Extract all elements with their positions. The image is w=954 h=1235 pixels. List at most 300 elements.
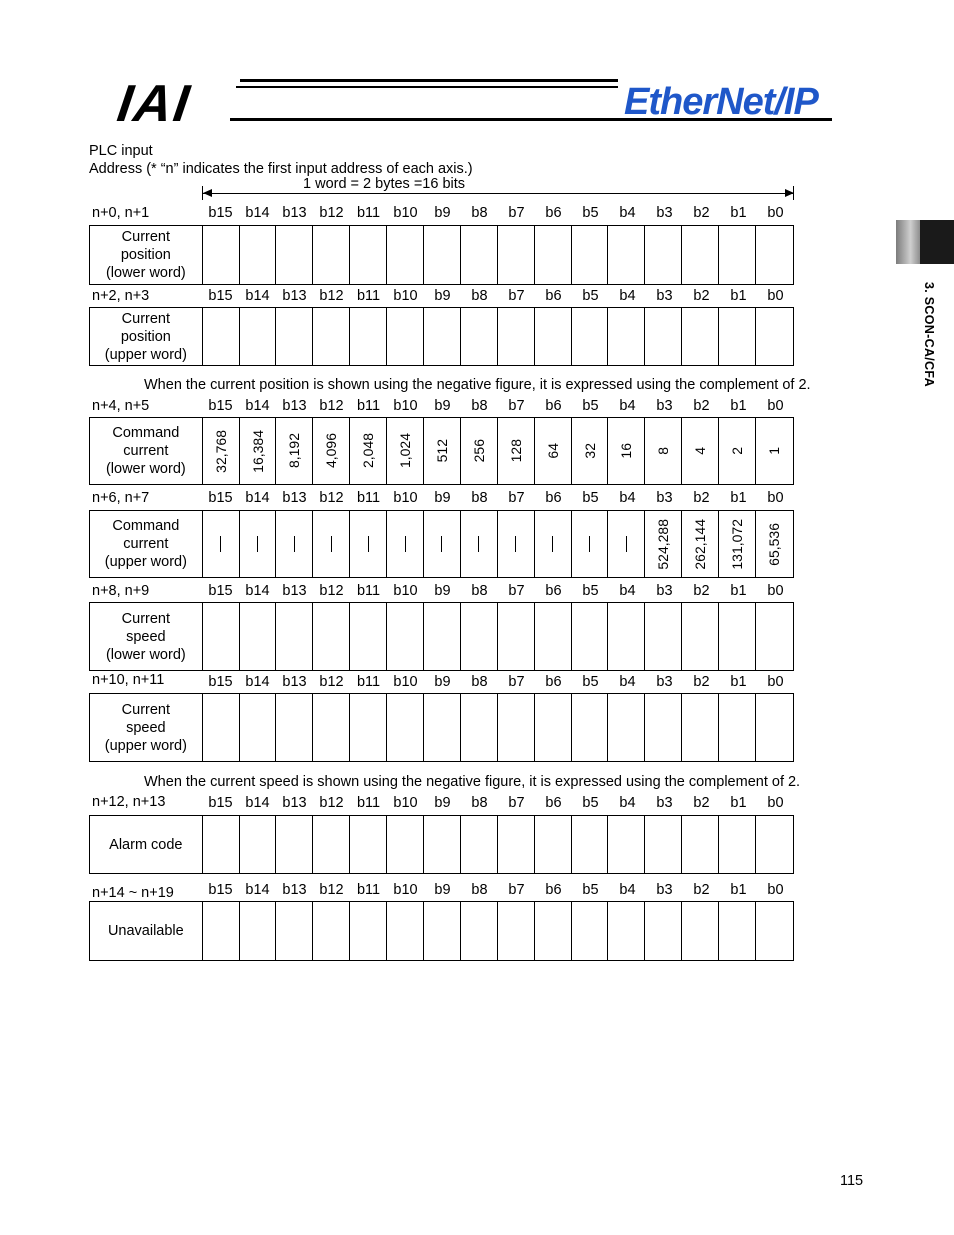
bit-label: b1 (730, 795, 747, 811)
bit-label: b12 (319, 882, 344, 898)
bit-label: b11 (356, 205, 381, 221)
bit-label: b1 (730, 490, 747, 506)
bit-label: b9 (434, 674, 451, 690)
unused-bit-mark (589, 536, 590, 552)
register-row (89, 693, 794, 762)
bit-weight: 128 (507, 439, 524, 463)
bit-cell (461, 511, 498, 577)
bit-label: b1 (730, 205, 747, 221)
bit-cell (535, 511, 572, 577)
bit-cell (572, 418, 609, 484)
bit-label: b15 (208, 398, 233, 414)
bit-cell (424, 902, 461, 960)
bit-cell (572, 694, 609, 761)
bit-cell (682, 418, 719, 484)
bit-label: b14 (245, 882, 270, 898)
bit-weight: 256 (470, 439, 487, 463)
bit-cell (313, 694, 350, 761)
bit-label: b14 (245, 583, 270, 599)
bit-cell (572, 603, 609, 670)
bit-weight: 32,768 (212, 429, 229, 473)
bit-cell (498, 603, 535, 670)
bit-weight: 65,536 (766, 522, 783, 566)
bit-label: b5 (582, 882, 599, 898)
bit-cell (350, 308, 387, 365)
bit-weight: 4 (692, 447, 709, 455)
bit-cell (461, 308, 498, 365)
bit-cell (387, 694, 424, 761)
bit-label: b9 (434, 398, 451, 414)
bit-cell (572, 902, 609, 960)
bit-weight: 8 (655, 447, 672, 455)
bit-cell (645, 816, 682, 873)
bit-cell (387, 816, 424, 873)
bit-weight: 512 (433, 439, 450, 463)
bit-label-row (202, 205, 794, 221)
bit-cell (276, 226, 313, 284)
bit-cell (313, 308, 350, 365)
bit-label-row (202, 398, 794, 414)
bit-label: b15 (208, 674, 233, 690)
bit-label: b3 (656, 205, 673, 221)
bit-weight: 16,384 (249, 429, 266, 473)
bit-label: b15 (208, 205, 233, 221)
bit-cell (313, 418, 350, 484)
bit-cell (608, 226, 645, 284)
register-row (89, 307, 794, 366)
bit-cell (756, 308, 793, 365)
bit-cell (240, 511, 277, 577)
bit-label: b0 (767, 205, 784, 221)
bit-label: b3 (656, 583, 673, 599)
register-row (89, 602, 794, 671)
bit-label: b12 (319, 583, 344, 599)
bit-cell (756, 694, 793, 761)
bit-cell (240, 308, 277, 365)
bit-label: b10 (393, 674, 418, 690)
bit-label: b11 (356, 674, 381, 690)
bit-cell (756, 816, 793, 873)
bit-cell (756, 603, 793, 670)
bit-label: b7 (508, 398, 525, 414)
bit-label: b11 (356, 882, 381, 898)
bit-label: b13 (282, 205, 307, 221)
bit-cell (240, 603, 277, 670)
bit-label: b6 (545, 288, 562, 304)
bit-cell (203, 603, 240, 670)
bit-label: b12 (319, 205, 344, 221)
bit-label: b8 (471, 583, 488, 599)
bit-label: b7 (508, 205, 525, 221)
bit-cell (203, 816, 240, 873)
bit-label: b7 (508, 490, 525, 506)
unused-bit-mark (257, 536, 258, 552)
register-address: n+8, n+9 (92, 583, 150, 599)
bit-label-row (202, 795, 794, 811)
bit-label: b3 (656, 795, 673, 811)
bit-label: b8 (471, 490, 488, 506)
bit-cell (535, 226, 572, 284)
bit-cell (424, 603, 461, 670)
bit-cell (240, 418, 277, 484)
bit-cell (498, 226, 535, 284)
bit-label: b15 (208, 490, 233, 506)
bit-cell (682, 816, 719, 873)
register-name: Command current (upper word) (90, 511, 203, 577)
bit-label: b14 (245, 205, 270, 221)
bit-cell (682, 308, 719, 365)
bit-cell (756, 511, 793, 577)
bit-cell (682, 511, 719, 577)
bit-cell (461, 816, 498, 873)
bit-label: b8 (471, 795, 488, 811)
bit-cell (608, 694, 645, 761)
bit-cell (719, 226, 756, 284)
register-name: Current speed (upper word) (90, 694, 203, 761)
bit-cell (424, 418, 461, 484)
bit-label: b14 (245, 795, 270, 811)
bit-label: b13 (282, 795, 307, 811)
bit-cell (313, 226, 350, 284)
bit-cell (645, 694, 682, 761)
register-name: Current position (lower word) (90, 226, 203, 284)
bit-cell (645, 418, 682, 484)
bit-label: b10 (393, 205, 418, 221)
bit-label: b7 (508, 795, 525, 811)
bit-label: b14 (245, 288, 270, 304)
bit-label: b4 (619, 205, 636, 221)
bit-cell (535, 603, 572, 670)
bit-cell (645, 308, 682, 365)
section-title: PLC input (89, 143, 153, 159)
bit-cell (350, 511, 387, 577)
bit-label: b12 (319, 674, 344, 690)
bit-cell (387, 603, 424, 670)
bit-cell (276, 511, 313, 577)
register-address: n+6, n+7 (92, 490, 150, 506)
bit-cell (350, 902, 387, 960)
bit-label: b3 (656, 490, 673, 506)
register-row (89, 815, 794, 874)
bit-label: b7 (508, 583, 525, 599)
side-tab-shade (896, 220, 920, 264)
bit-label: b4 (619, 288, 636, 304)
bit-cell (572, 511, 609, 577)
word-span-label: 1 word = 2 bytes =16 bits (303, 176, 466, 192)
bit-label: b2 (693, 583, 710, 599)
register-name: Command current (lower word) (90, 418, 203, 484)
bit-weight: 32 (581, 443, 598, 459)
bit-label: b13 (282, 288, 307, 304)
bit-label: b9 (434, 205, 451, 221)
bit-label: b12 (319, 490, 344, 506)
bit-cell (424, 226, 461, 284)
bit-label: b4 (619, 398, 636, 414)
bit-cell (645, 902, 682, 960)
bit-label: b6 (545, 882, 562, 898)
bit-label: b9 (434, 882, 451, 898)
register-row (89, 417, 794, 485)
bit-label: b2 (693, 882, 710, 898)
bit-cell (350, 816, 387, 873)
unused-bit-mark (294, 536, 295, 552)
bit-cell (424, 511, 461, 577)
bit-label: b10 (393, 882, 418, 898)
bit-cell (424, 694, 461, 761)
bit-cell (240, 226, 277, 284)
bit-cell (682, 694, 719, 761)
bit-label: b14 (245, 490, 270, 506)
bit-label: b7 (508, 288, 525, 304)
bit-cell (572, 308, 609, 365)
iai-logo: IAI (113, 75, 195, 133)
bit-weight: 131,072 (729, 518, 746, 570)
bit-label-row (202, 288, 794, 304)
bit-label: b10 (393, 288, 418, 304)
position-note: When the current position is shown using the negative figure, it is expressed using the complement of 2. (144, 377, 811, 393)
bit-cell (387, 226, 424, 284)
bit-cell (719, 902, 756, 960)
bit-cell (350, 603, 387, 670)
bit-weight: 16 (618, 443, 635, 459)
bit-label: b1 (730, 882, 747, 898)
side-tab-label: 3. SCON-CA/CFA (922, 282, 936, 387)
bit-label-row (202, 583, 794, 599)
bit-label: b5 (582, 398, 599, 414)
bit-cell (498, 694, 535, 761)
bit-cell (276, 694, 313, 761)
unused-bit-mark (220, 536, 221, 552)
bit-label: b12 (319, 288, 344, 304)
bit-label: b5 (582, 674, 599, 690)
bit-label-row (202, 882, 794, 898)
bit-cell (608, 902, 645, 960)
unused-bit-mark (405, 536, 406, 552)
bit-cell (240, 816, 277, 873)
bit-label: b14 (245, 674, 270, 690)
bit-cell (203, 308, 240, 365)
bit-label: b14 (245, 398, 270, 414)
bit-label: b2 (693, 288, 710, 304)
bit-cell (387, 308, 424, 365)
bit-label: b3 (656, 882, 673, 898)
arrow-right-icon (785, 189, 794, 197)
bit-label: b0 (767, 795, 784, 811)
bit-cell (203, 902, 240, 960)
bit-label: b5 (582, 795, 599, 811)
speed-note: When the current speed is shown using the negative figure, it is expressed using the complement of 2. (144, 774, 801, 790)
arrow-left-icon (203, 189, 212, 197)
bit-label: b13 (282, 583, 307, 599)
register-address: n+0, n+1 (92, 205, 150, 221)
bit-cell (276, 816, 313, 873)
bit-label: b3 (656, 674, 673, 690)
bit-weight: 1,024 (397, 433, 414, 469)
bit-label-row (202, 674, 794, 690)
bit-weight: 2 (729, 447, 746, 455)
bit-label: b10 (393, 490, 418, 506)
bit-cell (313, 902, 350, 960)
bit-label: b10 (393, 398, 418, 414)
bit-label: b15 (208, 288, 233, 304)
bit-label: b9 (434, 288, 451, 304)
bit-label: b1 (730, 583, 747, 599)
bit-cell (719, 308, 756, 365)
bit-cell (276, 418, 313, 484)
bit-cell (719, 816, 756, 873)
bit-cell (756, 226, 793, 284)
bit-weight: 64 (544, 443, 561, 459)
bit-cell (572, 816, 609, 873)
unused-bit-mark (515, 536, 516, 552)
bit-label: b2 (693, 205, 710, 221)
bit-label: b15 (208, 795, 233, 811)
page-number: 115 (840, 1173, 864, 1189)
bit-label: b9 (434, 583, 451, 599)
bit-weight: 262,144 (692, 518, 709, 570)
register-row (89, 225, 794, 285)
bit-cell (498, 816, 535, 873)
bit-cell (203, 418, 240, 484)
bit-weight: 8,192 (286, 433, 303, 469)
bit-cell (276, 902, 313, 960)
bit-label: b12 (319, 398, 344, 414)
bit-cell (719, 694, 756, 761)
bit-cell (276, 308, 313, 365)
bit-label: b1 (730, 288, 747, 304)
bit-cell (535, 308, 572, 365)
bit-label: b11 (356, 583, 381, 599)
bit-weight: 2,048 (360, 433, 377, 469)
bit-cell (203, 694, 240, 761)
bit-label: b0 (767, 288, 784, 304)
unused-bit-mark (441, 536, 442, 552)
bit-cell (719, 511, 756, 577)
bit-label: b0 (767, 674, 784, 690)
bit-cell (203, 511, 240, 577)
bit-cell (350, 226, 387, 284)
bit-cell (682, 226, 719, 284)
bit-cell (608, 816, 645, 873)
header-rule-top (240, 79, 618, 82)
bit-label: b11 (356, 490, 381, 506)
bit-cell (756, 902, 793, 960)
bit-cell (645, 511, 682, 577)
bit-label: b15 (208, 583, 233, 599)
bit-cell (572, 226, 609, 284)
bit-weight: 1 (766, 447, 783, 455)
bit-cell (387, 418, 424, 484)
bit-label: b5 (582, 490, 599, 506)
bit-label: b10 (393, 583, 418, 599)
bit-label: b2 (693, 674, 710, 690)
bit-label: b9 (434, 795, 451, 811)
bit-label: b0 (767, 583, 784, 599)
bit-label: b3 (656, 398, 673, 414)
bit-cell (756, 418, 793, 484)
unused-bit-mark (331, 536, 332, 552)
register-address: n+10, n+11 (92, 672, 165, 688)
bit-cell (719, 418, 756, 484)
bit-label: b13 (282, 882, 307, 898)
bit-label: b11 (356, 288, 381, 304)
bit-label: b3 (656, 288, 673, 304)
register-address: n+2, n+3 (92, 288, 150, 304)
bit-cell (608, 511, 645, 577)
bit-label: b13 (282, 398, 307, 414)
bit-label: b0 (767, 882, 784, 898)
bit-label-row (202, 490, 794, 506)
register-name: Alarm code (90, 816, 203, 873)
bit-cell (608, 603, 645, 670)
bit-cell (313, 603, 350, 670)
bit-label: b5 (582, 205, 599, 221)
bit-cell (719, 603, 756, 670)
bit-label: b8 (471, 205, 488, 221)
bit-label: b6 (545, 490, 562, 506)
bit-label: b10 (393, 795, 418, 811)
ethernet-ip-logo: EtherNet/IP (624, 81, 818, 123)
bit-label: b7 (508, 674, 525, 690)
bit-label: b1 (730, 398, 747, 414)
bit-cell (313, 511, 350, 577)
bit-label: b8 (471, 882, 488, 898)
bit-cell (424, 308, 461, 365)
span-line (203, 193, 793, 194)
bit-label: b0 (767, 398, 784, 414)
bit-cell (461, 603, 498, 670)
bit-cell (498, 902, 535, 960)
bit-label: b12 (319, 795, 344, 811)
bit-label: b13 (282, 674, 307, 690)
bit-cell (535, 902, 572, 960)
register-name: Unavailable (90, 902, 203, 960)
bit-label: b6 (545, 674, 562, 690)
bit-cell (240, 694, 277, 761)
register-row (89, 901, 794, 961)
bit-weight: 524,288 (655, 518, 672, 570)
bit-cell (608, 418, 645, 484)
bit-label: b0 (767, 490, 784, 506)
bit-label: b5 (582, 288, 599, 304)
bit-cell (387, 511, 424, 577)
bit-label: b4 (619, 882, 636, 898)
bit-cell (535, 816, 572, 873)
bit-cell (461, 694, 498, 761)
bit-cell (682, 902, 719, 960)
unused-bit-mark (478, 536, 479, 552)
bit-label: b8 (471, 288, 488, 304)
register-address: n+4, n+5 (92, 398, 150, 414)
bit-label: b7 (508, 882, 525, 898)
bit-cell (498, 418, 535, 484)
register-row (89, 510, 794, 578)
bit-label: b8 (471, 674, 488, 690)
bit-cell (313, 816, 350, 873)
bit-cell (535, 694, 572, 761)
bit-cell (240, 902, 277, 960)
unused-bit-mark (626, 536, 627, 552)
bit-cell (608, 308, 645, 365)
bit-cell (535, 418, 572, 484)
bit-label: b13 (282, 490, 307, 506)
bit-label: b4 (619, 674, 636, 690)
bit-cell (424, 816, 461, 873)
bit-label: b11 (356, 795, 381, 811)
bit-label: b6 (545, 583, 562, 599)
bit-label: b2 (693, 398, 710, 414)
bit-label: b6 (545, 398, 562, 414)
